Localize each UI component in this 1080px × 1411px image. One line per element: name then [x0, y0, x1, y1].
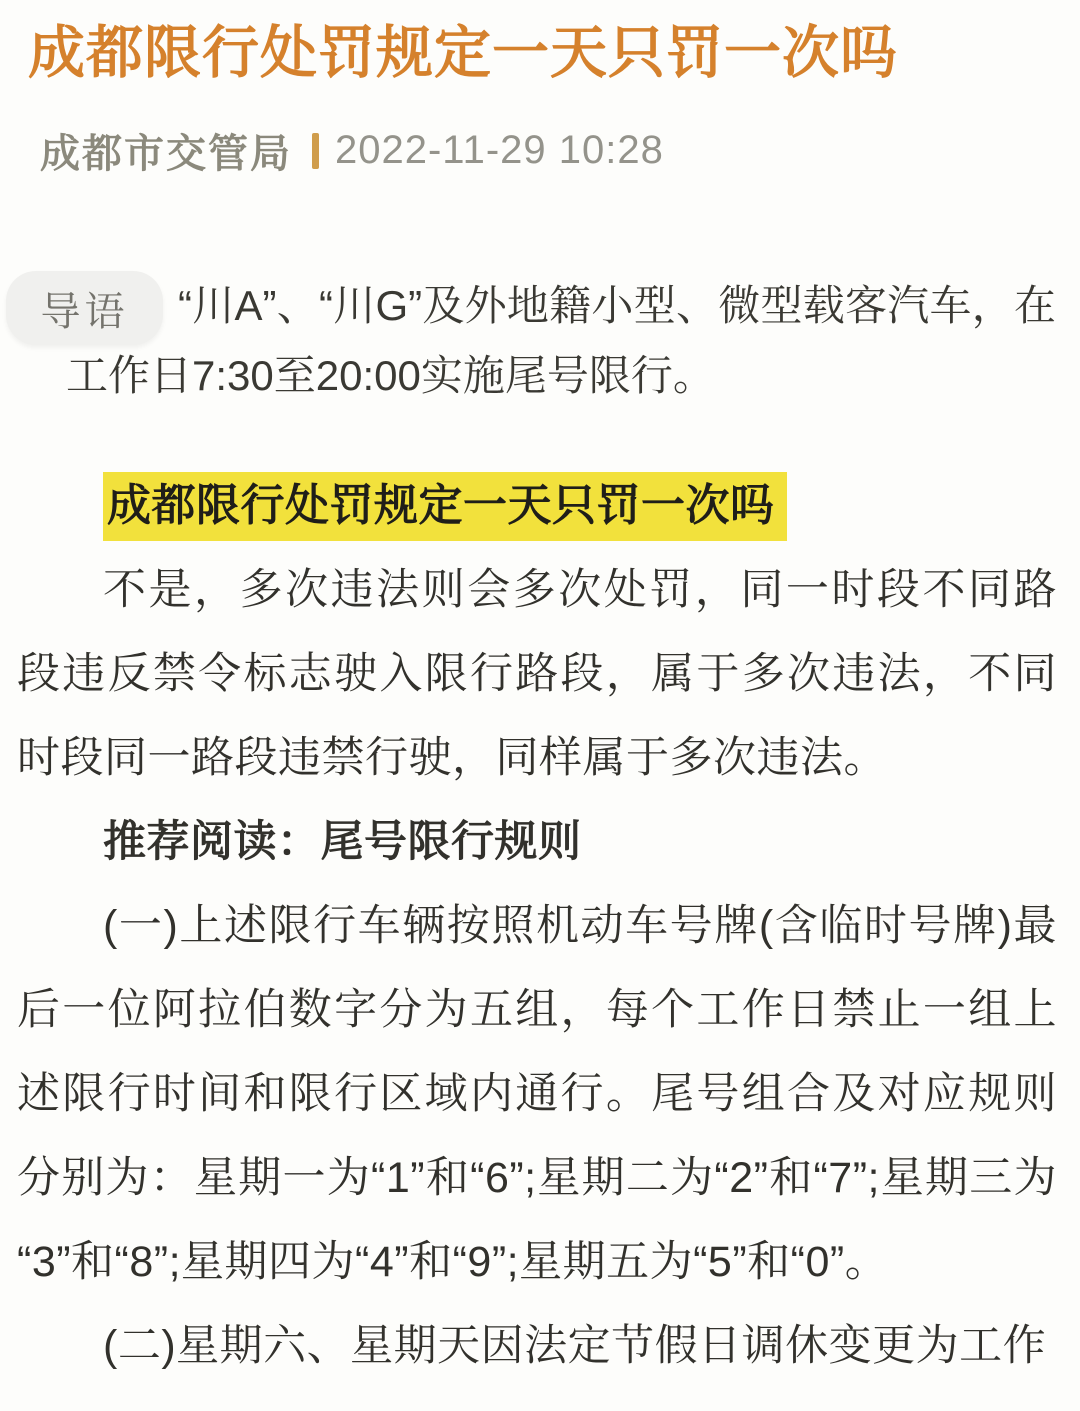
rule-paragraph-two: (二)星期六、星期天因法定节假日调休变更为工作	[103, 1322, 1047, 1371]
page-title: 成都限行处罚规定一天只罚一次吗	[28, 21, 898, 85]
lead-section	[40, 271, 1056, 411]
article-meta	[40, 122, 1080, 179]
lead-label-pill: 导语	[6, 271, 163, 345]
article-datetime: 2022-11-29 10:28	[335, 128, 664, 173]
highlight-heading-line	[17, 464, 1057, 548]
meta-divider-bar	[312, 133, 319, 169]
answer-paragraph: 不是，多次违法则会多次处罚，同一时段不同路段违反禁令标志驶入限行路段，属于多次违法，不同时段同一路段违禁行驶，同样属于多次违法。	[17, 566, 1057, 783]
recommended-reading: 推荐阅读：尾号限行规则	[103, 818, 582, 867]
rule-paragraph-one: (一)上述限行车辆按照机动车号牌(含临时号牌)最后一位阿拉伯数字分为五组，每个工作日禁止一组上述限行时间和限行区域内通行。尾号组合及对应规则分别为：星期一为“1”和“6”;星期二为“2”和“7”;星期三为“3”和“8”;星期四为“4”和“9”;星期五为“5”和“0”。	[17, 902, 1057, 1287]
article-body	[17, 464, 1057, 1388]
highlighted-heading: 成都限行处罚规定一天只罚一次吗	[103, 472, 787, 541]
article-page	[0, 16, 1080, 1388]
article-source: 成都市交管局	[40, 132, 292, 177]
lead-text: “川A”、“川G”及外地籍小型、微型载客汽车，在工作日7:30至20:00实施尾号限行。	[66, 282, 1056, 400]
